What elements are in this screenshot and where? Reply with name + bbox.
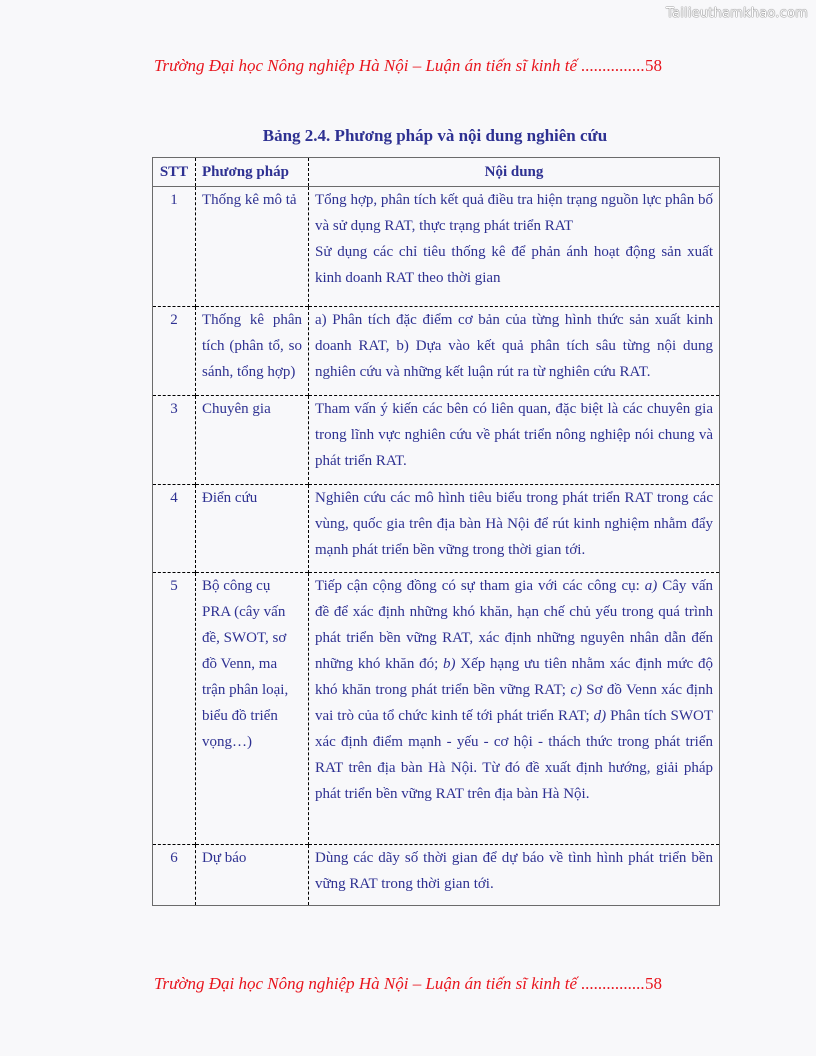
table-header-row <box>153 158 720 187</box>
row-content-line: Tổng hợp, phân tích kết quả điều tra hiện trạng nguồn lực phân bố và sử dụng RAT, thực trạng phát triển RAT <box>315 192 713 234</box>
table-row <box>153 845 720 906</box>
table-row <box>153 307 720 396</box>
row-content: Nghiên cứu các mô hình tiêu biểu trong phát triển RAT trong các vùng, quốc gia trên địa bàn Hà Nội để rút kinh nghiệm nhằm đẩy mạnh phát triển bền vững trong thời gian tới. <box>309 485 720 573</box>
row-method: Bộ công cụ PRA (cây vấn đề, SWOT, sơ đồ Venn, ma trận phân loại, biểu đồ triển vọng…) <box>196 573 309 845</box>
table-row <box>153 573 720 845</box>
row-stt: 4 <box>153 485 196 573</box>
running-header-text: Trường Đại học Nông nghiệp Hà Nội – Luận án tiến sĩ kinh tế ............... <box>153 56 646 75</box>
row-content <box>309 187 720 307</box>
row-stt: 1 <box>170 192 178 208</box>
marker-b: b) <box>443 656 456 672</box>
content-intro: Tiếp cận cộng đồng có sự tham gia với các công cụ: <box>315 578 645 594</box>
row-content <box>309 573 720 845</box>
row-method: Thống kê phân tích (phân tổ, so sánh, tổng hợp) <box>196 307 309 396</box>
page-number: 58 <box>645 974 663 993</box>
running-footer-text: Trường Đại học Nông nghiệp Hà Nội – Luận án tiến sĩ kinh tế ............... <box>153 974 646 993</box>
marker-d: d) <box>593 708 607 724</box>
marker-a: a) <box>644 578 658 594</box>
header-method: Phương pháp <box>196 158 309 187</box>
table-row <box>153 396 720 485</box>
content-b: Xếp hạng ưu tiên nhằm xác định mức độ khó khăn trong phát triển bền vững RAT; <box>315 656 713 698</box>
content-c: Sơ đồ Venn xác định vai trò của tổ chức kinh tế tới phát triển RAT; <box>315 682 713 724</box>
row-content: Dùng các dãy số thời gian để dự báo về tình hình phát triển bền vững RAT trong thời gian tới. <box>309 845 720 906</box>
table-row <box>153 485 720 573</box>
row-content: a) Phân tích đặc điểm cơ bản của từng hình thức sản xuất kinh doanh RAT, b) Dựa vào kết quả phân tích sâu từng nội dung nghiên cứu và những kết luận rút ra từ nghiên cứu RAT. <box>309 307 720 396</box>
row-stt: 3 <box>153 396 196 485</box>
content-d: Phân tích SWOT xác định điểm mạnh - yếu - cơ hội - thách thức trong phát triển RAT trên địa bàn Hà Nội. Từ đó đề xuất định hướng, giải pháp phát triển bền vững RAT trên địa bàn Hà Nội. <box>315 708 713 802</box>
row-stt: 2 <box>153 307 196 396</box>
watermark: Tailieuthamkhao.com <box>666 6 808 21</box>
header-content: Nội dung <box>309 158 720 187</box>
marker-c: c) <box>570 682 582 698</box>
running-header <box>0 56 816 76</box>
methods-table <box>152 157 720 906</box>
row-stt: 5 <box>153 573 196 845</box>
header-stt: STT <box>153 158 196 187</box>
row-method: Thống kê mô tả <box>196 187 309 307</box>
page-number: 58 <box>645 56 663 75</box>
row-content: Tham vấn ý kiến các bên có liên quan, đặc biệt là các chuyên gia trong lĩnh vực nghiên cứu về phát triển nông nghiệp nói chung và phát triển RAT. <box>309 396 720 485</box>
running-footer <box>0 974 816 994</box>
table-title: Bảng 2.4. Phương pháp và nội dung nghiên cứu <box>262 126 608 145</box>
row-method: Dự báo <box>196 845 309 906</box>
row-method: Điển cứu <box>196 485 309 573</box>
content-a: Cây vấn đề để xác định những khó khăn, hạn chế chủ yếu trong quá trình phát triển bền vững RAT, xác định những nguyên nhân dẫn đến những khó khăn đó; <box>315 578 713 672</box>
row-stt: 6 <box>153 845 196 906</box>
row-method: Chuyên gia <box>196 396 309 485</box>
row-content-line: Sử dụng các chỉ tiêu thống kê để phản ánh hoạt động sản xuất kinh doanh RAT theo thời gian <box>315 244 713 286</box>
table-row <box>153 187 720 307</box>
